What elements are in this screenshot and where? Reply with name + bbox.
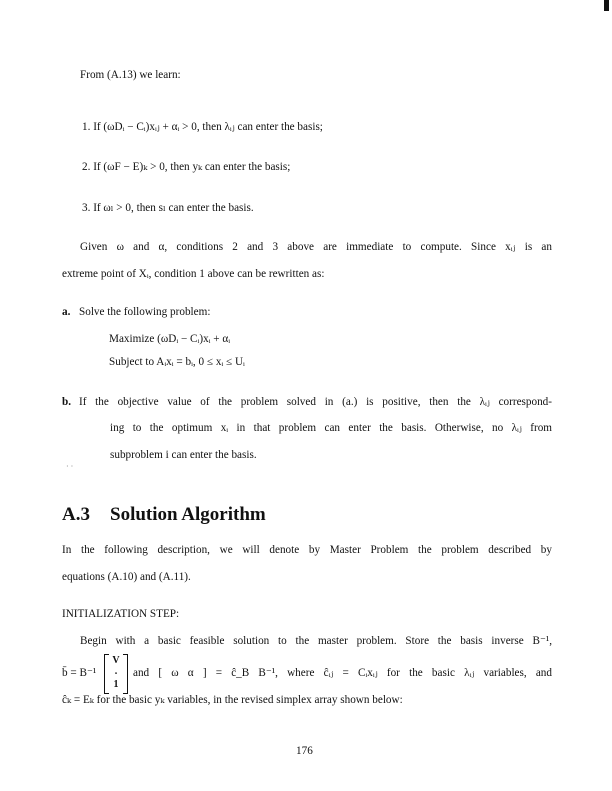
condition-3: 3. If ωₗ > 0, then sₗ can enter the basis. <box>82 202 254 214</box>
step-b-label: b. <box>62 396 72 408</box>
paragraph-line: Begin with a basic feasible solution to the master problem. Store the basis inverse B⁻¹, <box>80 635 552 647</box>
paragraph-line: extreme point of Xᵢ, condition 1 above can be rewritten as: <box>62 268 325 280</box>
intro-text: From (A.13) we learn: <box>80 69 181 81</box>
vector-entry: . <box>114 666 118 677</box>
init-heading: INITIALIZATION STEP: <box>62 608 180 620</box>
b-bar-equation: b̄ = B⁻¹ <box>62 667 97 679</box>
section-number: A.3 <box>62 504 90 525</box>
condition-2: 2. If (ωF − E)ₖ > 0, then yₖ can enter the basis; <box>82 161 291 173</box>
step-a-text: Solve the following problem: <box>79 306 211 318</box>
paragraph-line: equations (A.10) and (A.11). <box>62 571 191 583</box>
step-a-label: a. <box>62 306 71 318</box>
paragraph-line: and [ ω α ] = ĉ_B B⁻¹, where ĉᵢⱼ = Cᵢxᵢⱼ for the basic λᵢⱼ variables, and <box>133 667 552 679</box>
paragraph-line: ĉₖ = Eₖ for the basic yₖ variables, in the revised simplex array shown below: <box>62 694 403 706</box>
step-b-line: If the objective value of the problem solved in (a.) is positive, then the λᵢⱼ correspond- <box>79 396 552 408</box>
subject-to-constraints: Subject to Aᵢxᵢ = bᵢ, 0 ≤ xᵢ ≤ Uᵢ <box>109 356 245 368</box>
step-b-line: subproblem i can enter the basis. <box>110 449 257 461</box>
paragraph-line: In the following description, we will denote by Master Problem the problem described by <box>62 544 552 556</box>
section-title: Solution Algorithm <box>110 504 266 525</box>
step-b-line: ing to the optimum xᵢ in that problem can enter the basis. Otherwise, no λᵢⱼ from <box>110 422 552 434</box>
page-number: 176 <box>296 745 313 757</box>
vector-entry: 1 <box>113 679 119 690</box>
scan-mark <box>604 0 609 11</box>
scan-specks: · · <box>66 462 74 471</box>
maximize-objective: Maximize (ωDᵢ − Cᵢ)xᵢ + αᵢ <box>109 333 231 345</box>
column-vector <box>104 654 128 694</box>
section-heading <box>62 504 266 526</box>
vector-entry: V <box>112 655 120 666</box>
condition-1: 1. If (ωDᵢ − Cᵢ)xᵢⱼ + αᵢ > 0, then λᵢⱼ can enter the basis; <box>82 121 323 133</box>
paragraph-line: Given ω and α, conditions 2 and 3 above are immediate to compute. Since xᵢⱼ is an <box>80 241 552 253</box>
